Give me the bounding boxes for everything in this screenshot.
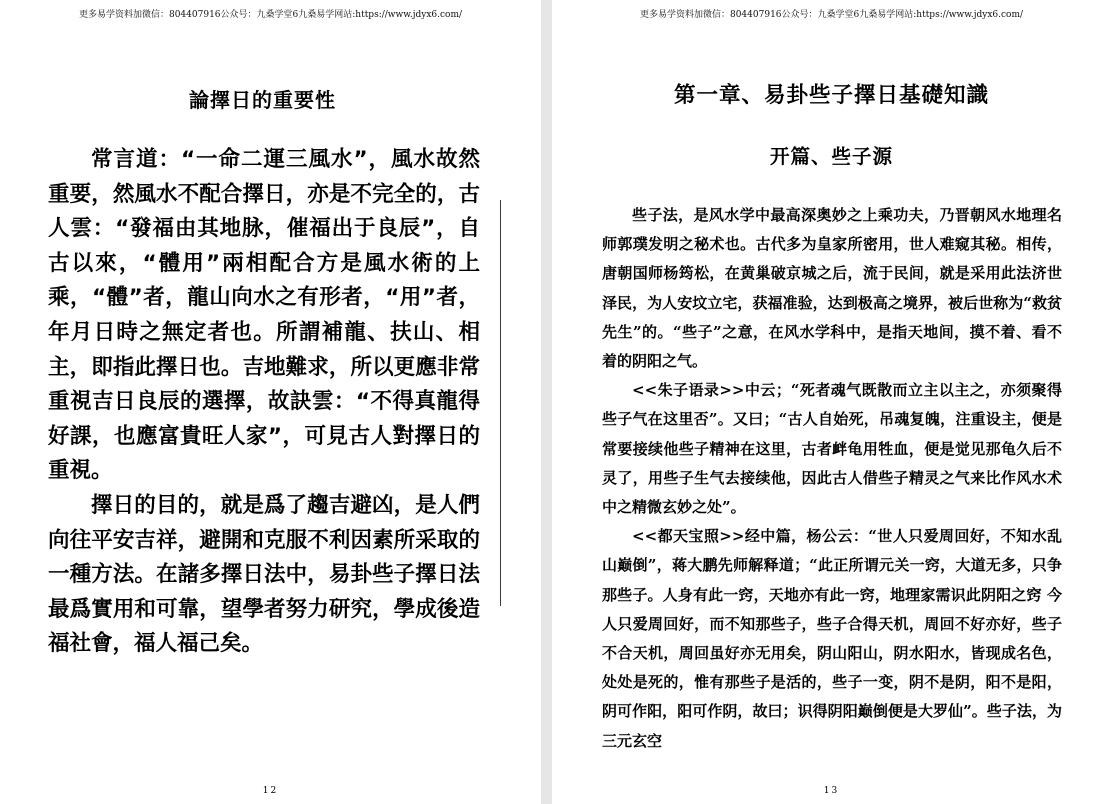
paragraph: 常言道：“一命二運三風水”，風水故然重要，然風水不配合擇日，亦是不完全的，古人雲：“發福由其地脉，催福出于良辰”，自古以來，“體用”兩相配合方是風水術的上乘，“體”者，龍山向水之有形者，“用”者，年月日時之無定者也。所謂補龍、扶山、相主，即指此擇日也。吉地難求，所以更應非常重視吉日良辰的選擇，故訣雲：“不得真龍得好課，也應富貴旺人家”，可見古人對擇日的重視。 [48,147,480,484]
paragraph: <<朱子语录>>中云；“死者魂气既散而立主以主之，亦须聚得些子气在这里否”。又曰；“古人自始死，吊魂复魄，注重设主，便是常要接续他些子精神在这里，古者衅龟用牲血，便是觉见那龟久后不灵了，用些子生气去接续他，因此古人借些子精灵之气来比作风水术中之精微玄妙之处”。 [602,381,1062,517]
paragraph: 擇日的目的，就是爲了趨吉避凶，是人們向往平安吉祥，避開和克服不利因素所采取的一種方法。在諸多擇日法中，易卦些子擇日法最爲實用和可靠，望學者努力研究，學成後造福社會，福人福己矣。 [48,492,480,657]
body-text [602,201,1062,756]
chapter-title: 第一章、易卦些子擇日基礎知識 [673,83,989,108]
section-title: 开篇、些子源 [769,145,893,168]
body-text [48,143,480,662]
page-number: 12 [262,786,279,796]
page-number: 13 [823,786,840,796]
paragraph: 些子法，是风水学中最高深奥妙之上乘功夫，乃晋朝风水地理名师郭璞发明之秘术也。古代多为皇家所密用，世人难窥其秘。相传，唐朝国师杨筠松，在黄巢破京城之后，流于民间，就是采用此法济世泽民，为人安坟立宅，获福准验，达到极高之境界，被后世称为“救贫先生”的。“些子”之意，在风水学科中，是指天地间，摸不着、看不着的阴阳之气。 [602,206,1062,371]
vertical-rule [500,200,501,606]
header-note: 更多易学资料加微信：804407916公众号：九桑学堂6九桑易学网站:https://www.jdyx6.com/ [78,10,463,20]
left-page [0,0,541,804]
page-title: 論擇日的重要性 [189,88,336,112]
paragraph: <<都天宝照>>经中篇，杨公云：“世人只爱周回好，不知水乱山巅倒”，蒋大鹏先师解释道；“此正所谓元关一窍，大道无多，只争那些子。人身有此一窍，天地亦有此一窍，地理家需识此阴阳之窍 今人只爱周回好，而不知那些子，些子合得天机，周回不好亦好，些子不合天机，周回虽好亦无用矣，阴山阳山，阴水阳水，皆现成名色，处处是死的，惟有那些子是活的，些子一变，阴不是阴，阳不是阳，阴可作阳，阳可作阴，故曰；识得阴阳巅倒便是大罗仙”。些子法，为三元玄空 [602,527,1062,750]
header-note: 更多易学资料加微信：804407916公众号：九桑学堂6九桑易学网站:https://www.jdyx6.com/ [639,10,1024,20]
right-page [552,0,1111,804]
